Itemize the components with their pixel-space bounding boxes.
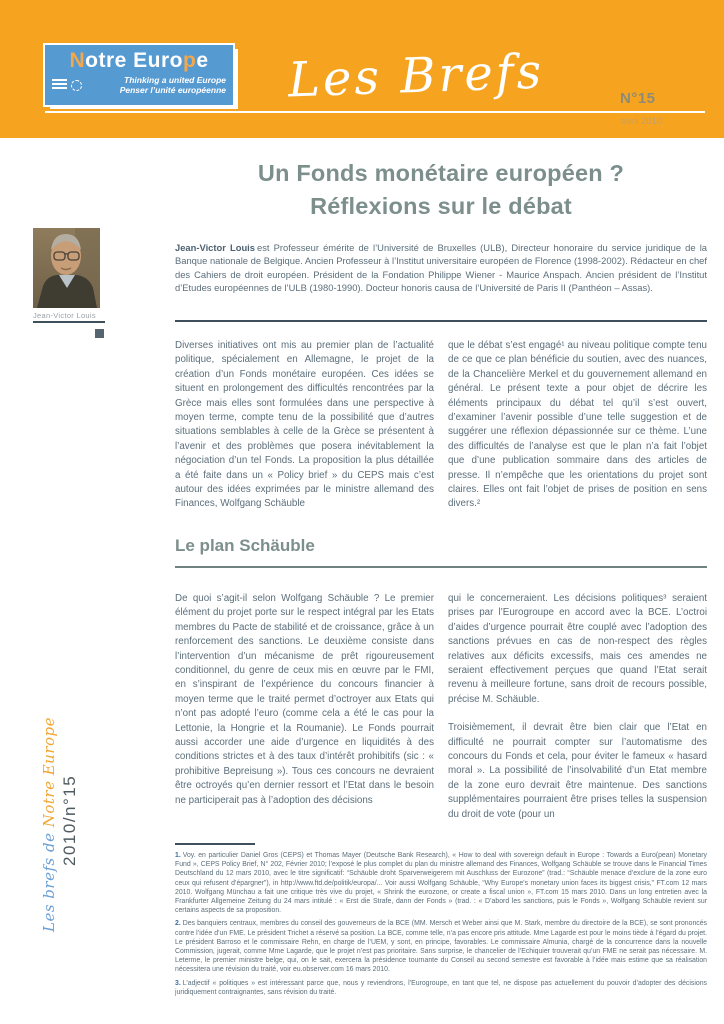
plan-column-right — [448, 592, 707, 836]
footnote-text: Des banquiers centraux, membres du conseil des gouverneurs de la BCE (MM. Mersch et Weber ainsi que M. Stark, membre du directoire de la BCE), se sont prononcés contre l’idée d’un FME. Le président Trichet a réservé sa position. La BCE, comme telle, n’a pas encore pris attitude. Mme Lagarde est pour le moins tiède à l’égard du projet. Le président Barroso et le commissaire Rehn, en charge de l’UEM, y sont, en principe, favorables. Le commissaire Almunia, chargé de la concurrence dans la nouvelle Commission, jugerait, comme Mme Lagarde, que le projet n’est pas prioritaire. Sans surprise, le chancelier de l’Echiquier trouverait qu’un FME ne serait pas nécessaire. M. Leterme, le premier ministre belge, qui, on le sait, exercera la présidence tournante du Conseil au second semestre est favorable à l’idée mais estime que sa réalisation nécessitera une révision du traité, voir eu.observer.com 16 mars 2010. — [175, 920, 707, 974]
plan-section — [175, 592, 707, 836]
footnote-text: L’adjectif « politiques » est intéressant parce que, nous y reviendrons, l’Eurogroupe, en tant que tel, ne dispose pas actuellement du pouvoir d’adopter des décisions juridiquement contraignantes, sans révision du traité. — [175, 979, 707, 996]
sidebar-script-blue: Les brefs de — [40, 827, 58, 932]
issue-date: avril 2010 — [621, 116, 663, 127]
series-title: Les Brefs — [287, 43, 546, 109]
footnote-number: 2. — [175, 920, 181, 928]
intro-column-left: Diverses initiatives ont mis au premier plan de l’actualité politique, spécialement en Allemagne, le projet de la création d’un Fonds monétaire européen. Ces idées se situent en prolongement des difficultés rencontrées par la Grèce mais elles sont formulées dans une perspective à moyen terme, compte tenu de la possibilité que d’autres situations semblables à celle de la Grèce se présentent à l’avenir et des problèmes que posera inévitablement la négociation d’un tel Fonds. La proposition la plus détaillée a été faite dans un « Policy brief » du CEPS mais c’est autour des idées exprimées par le ministre allemand des Finances, Wolfgang Schäuble — [175, 340, 434, 510]
logo-title-part: p — [183, 49, 197, 72]
author-name: Jean-Victor Louis — [175, 242, 256, 253]
sidebar-script-orange: Notre Europe — [40, 716, 58, 828]
caption-marker — [95, 329, 104, 338]
author-bio — [175, 241, 707, 294]
notre-europe-logo — [43, 43, 235, 107]
issue-number: N°15 — [620, 90, 656, 107]
intro-section — [175, 339, 707, 512]
logo-taglines — [86, 75, 226, 95]
plan-column-left: De quoi s’agit-il selon Wolfgang Schäuble ? Le premier élément du projet porte sur le respect intégral par les Etats membres du Pacte de stabilité et de croissance, grâce à un renforcement des sanctions. Le deuxième consiste dans l’intervention d’un mécanisme de prêt rigoureusement conditionnel, du genre de ceux mis en œuvre par le FMI, en s’inspirant de l’expérience du concours financier à moyen terme que le traité permet d’octroyer aux Etats qui n’ont pas adopté l’euro (comme cela a été le cas pour la Lettonie, la Hongrie et la Roumanie). Le Fonds pourrait aussi accorder une aide d’urgence en liquidités à des conditions strictes et à des taux d’intérêt prohibitifs (sic : « prohibitive Bepreisung »). Tous ces concours ne devraient être octroyés qu’en dernier ressort et l’Etat dans le besoin ne participerait pas à l’adoption des décisions — [175, 593, 434, 806]
section-heading: Le plan Schäuble — [175, 536, 315, 555]
author-photo — [33, 228, 100, 308]
page-title-line2: Réflexions sur le débat — [310, 193, 572, 219]
plan-paragraph: Troisièmement, il devrait être bien clair que l’Etat en difficulté ne pourrait compter sur l’automatisme des concours du Fonds et cela, pour éviter le fameux « hasard moral ». La possibilité de l’insolvabilité d’un Etat membre de la zone euro devrait être maintenue. Des sanctions supplémentaires pourraient être prises telles la suspension du droit de vote (pour un — [448, 722, 707, 820]
intro-column-right: que le débat s’est engagé¹ au niveau politique compte tenu de ce que ce plan bénéficie du soutien, avec des nuances, de la Chancelière Merkel et du gouvernement allemand en général. Le présent texte a pour objet de décrire les éléments principaux du débat tel qu’il s’est ouvert, d’examiner l’avenir possible d’une telle suggestion et de suggérer une réflexion dépassionnée sur ce thème. L’une des difficultés de l’analyse est que le plan n’a fait l’objet que d’une publication sommaire dans des articles de presse. Il n’empêche que les orientations du projet sont claires. Elles ont fait l’objet de prises de position en sens divers.² — [448, 340, 707, 510]
caption-rule — [33, 321, 105, 323]
photo-caption: Jean-Victor Louis — [33, 311, 96, 320]
page-title — [175, 157, 707, 223]
logo-tagline-en: Thinking a united Europe — [124, 75, 226, 85]
footnote-rule — [175, 843, 255, 845]
logo-title-part: otre Euro — [85, 49, 183, 72]
book-icon — [52, 79, 67, 91]
footnote — [175, 851, 707, 915]
bio-rule — [175, 320, 707, 322]
banner — [0, 0, 724, 138]
eu-stars-icon — [71, 80, 82, 91]
footnote — [175, 979, 707, 997]
footnotes — [175, 851, 707, 1001]
sidebar-series-script — [40, 717, 58, 932]
footnote-number: 3. — [175, 979, 181, 987]
logo-bottom-row — [52, 75, 226, 95]
logo-title-part: N — [69, 49, 86, 72]
footnote — [175, 919, 707, 974]
author-bio-text: est Professeur émérite de l’Université de Bruxelles (ULB), Directeur honoraire du service juridique de la Banque nationale de Belgique. Ancien Professeur à l’Institut universitaire européen de Florence (1998-2002). Rédacteur en chef des Cahiers de droit européen. Président de la Fondation Philippe Wiener - Maurice Anspach. Ancien président de l’Institut d’Etudes européennes de l’ULB (1980-1990). Docteur honoris causa de l’Université de Paris II (Panthéon – Assas). — [175, 242, 707, 293]
logo-title-part: e — [196, 49, 209, 72]
banner-rule — [45, 111, 705, 113]
logo-title — [52, 49, 226, 73]
footnote-text: Voy. en particulier Daniel Gros (CEPS) et Thomas Mayer (Deutsche Bank Research), « How to deal with sovereign default in Europe : Towards a Euro(pean) Monetary Fund », CEPS Policy Brief, N° 202, Février 2010; l’exposé le plus complet du plan du ministre allemand des Finances, Wolfgang Schäuble se trouve dans le Financial Times Deutschland du 12 mars 2010, avec le titre significatif: “Schäuble droht Sparverweigerern mit Auschluss der Eurozone” (trad.: “Schäuble menace d’exclure de la zone euro ceux qui refusent d’épargner”), in http://www.ftd.de/politik/europa/... Voir aussi Wolfgang Schäuble, “Why Europe’s monetary union faces its biggest crisis,” FT.com 12 mars 2010. Wolfgang Münchau a fait une critique très vive du projet, « Shrink the eurozone, or create a fiscal union », FT.com 15 mars 2010. Dans un long entretien avec la Frankfurter Allgemeine Zeitung du 24 mars intitulé : « Erst die Strafe, dann der Fonds » (trad. : « D’abord les sanctions, puis le Fonds », Wolfgang Schäuble revient sur certains aspects de sa proposition. — [175, 852, 707, 915]
sidebar-issue: 2010/n°15 — [60, 774, 79, 866]
footnote-number: 1. — [175, 852, 181, 859]
page-title-line1: Un Fonds monétaire européen ? — [257, 160, 625, 186]
heading-rule — [175, 566, 707, 568]
logo-tagline-fr: Penser l’unité européenne — [119, 85, 226, 95]
plan-paragraph: qui le concerneraient. Les décisions politiques³ seraient prises par l’Eurogroupe en accord avec la BCE. L’octroi d’aides d’urgence pourrait être couplé avec l’adoption des sanctions prévues en cas de non-respect des règles relatives aux déficits excessifs, mais ces amendes ne seraient effectivement perçues que quand l’Etat serait revenu à meilleure fortune, sans droit de recours possible, précise M. Schäuble. — [448, 593, 707, 705]
